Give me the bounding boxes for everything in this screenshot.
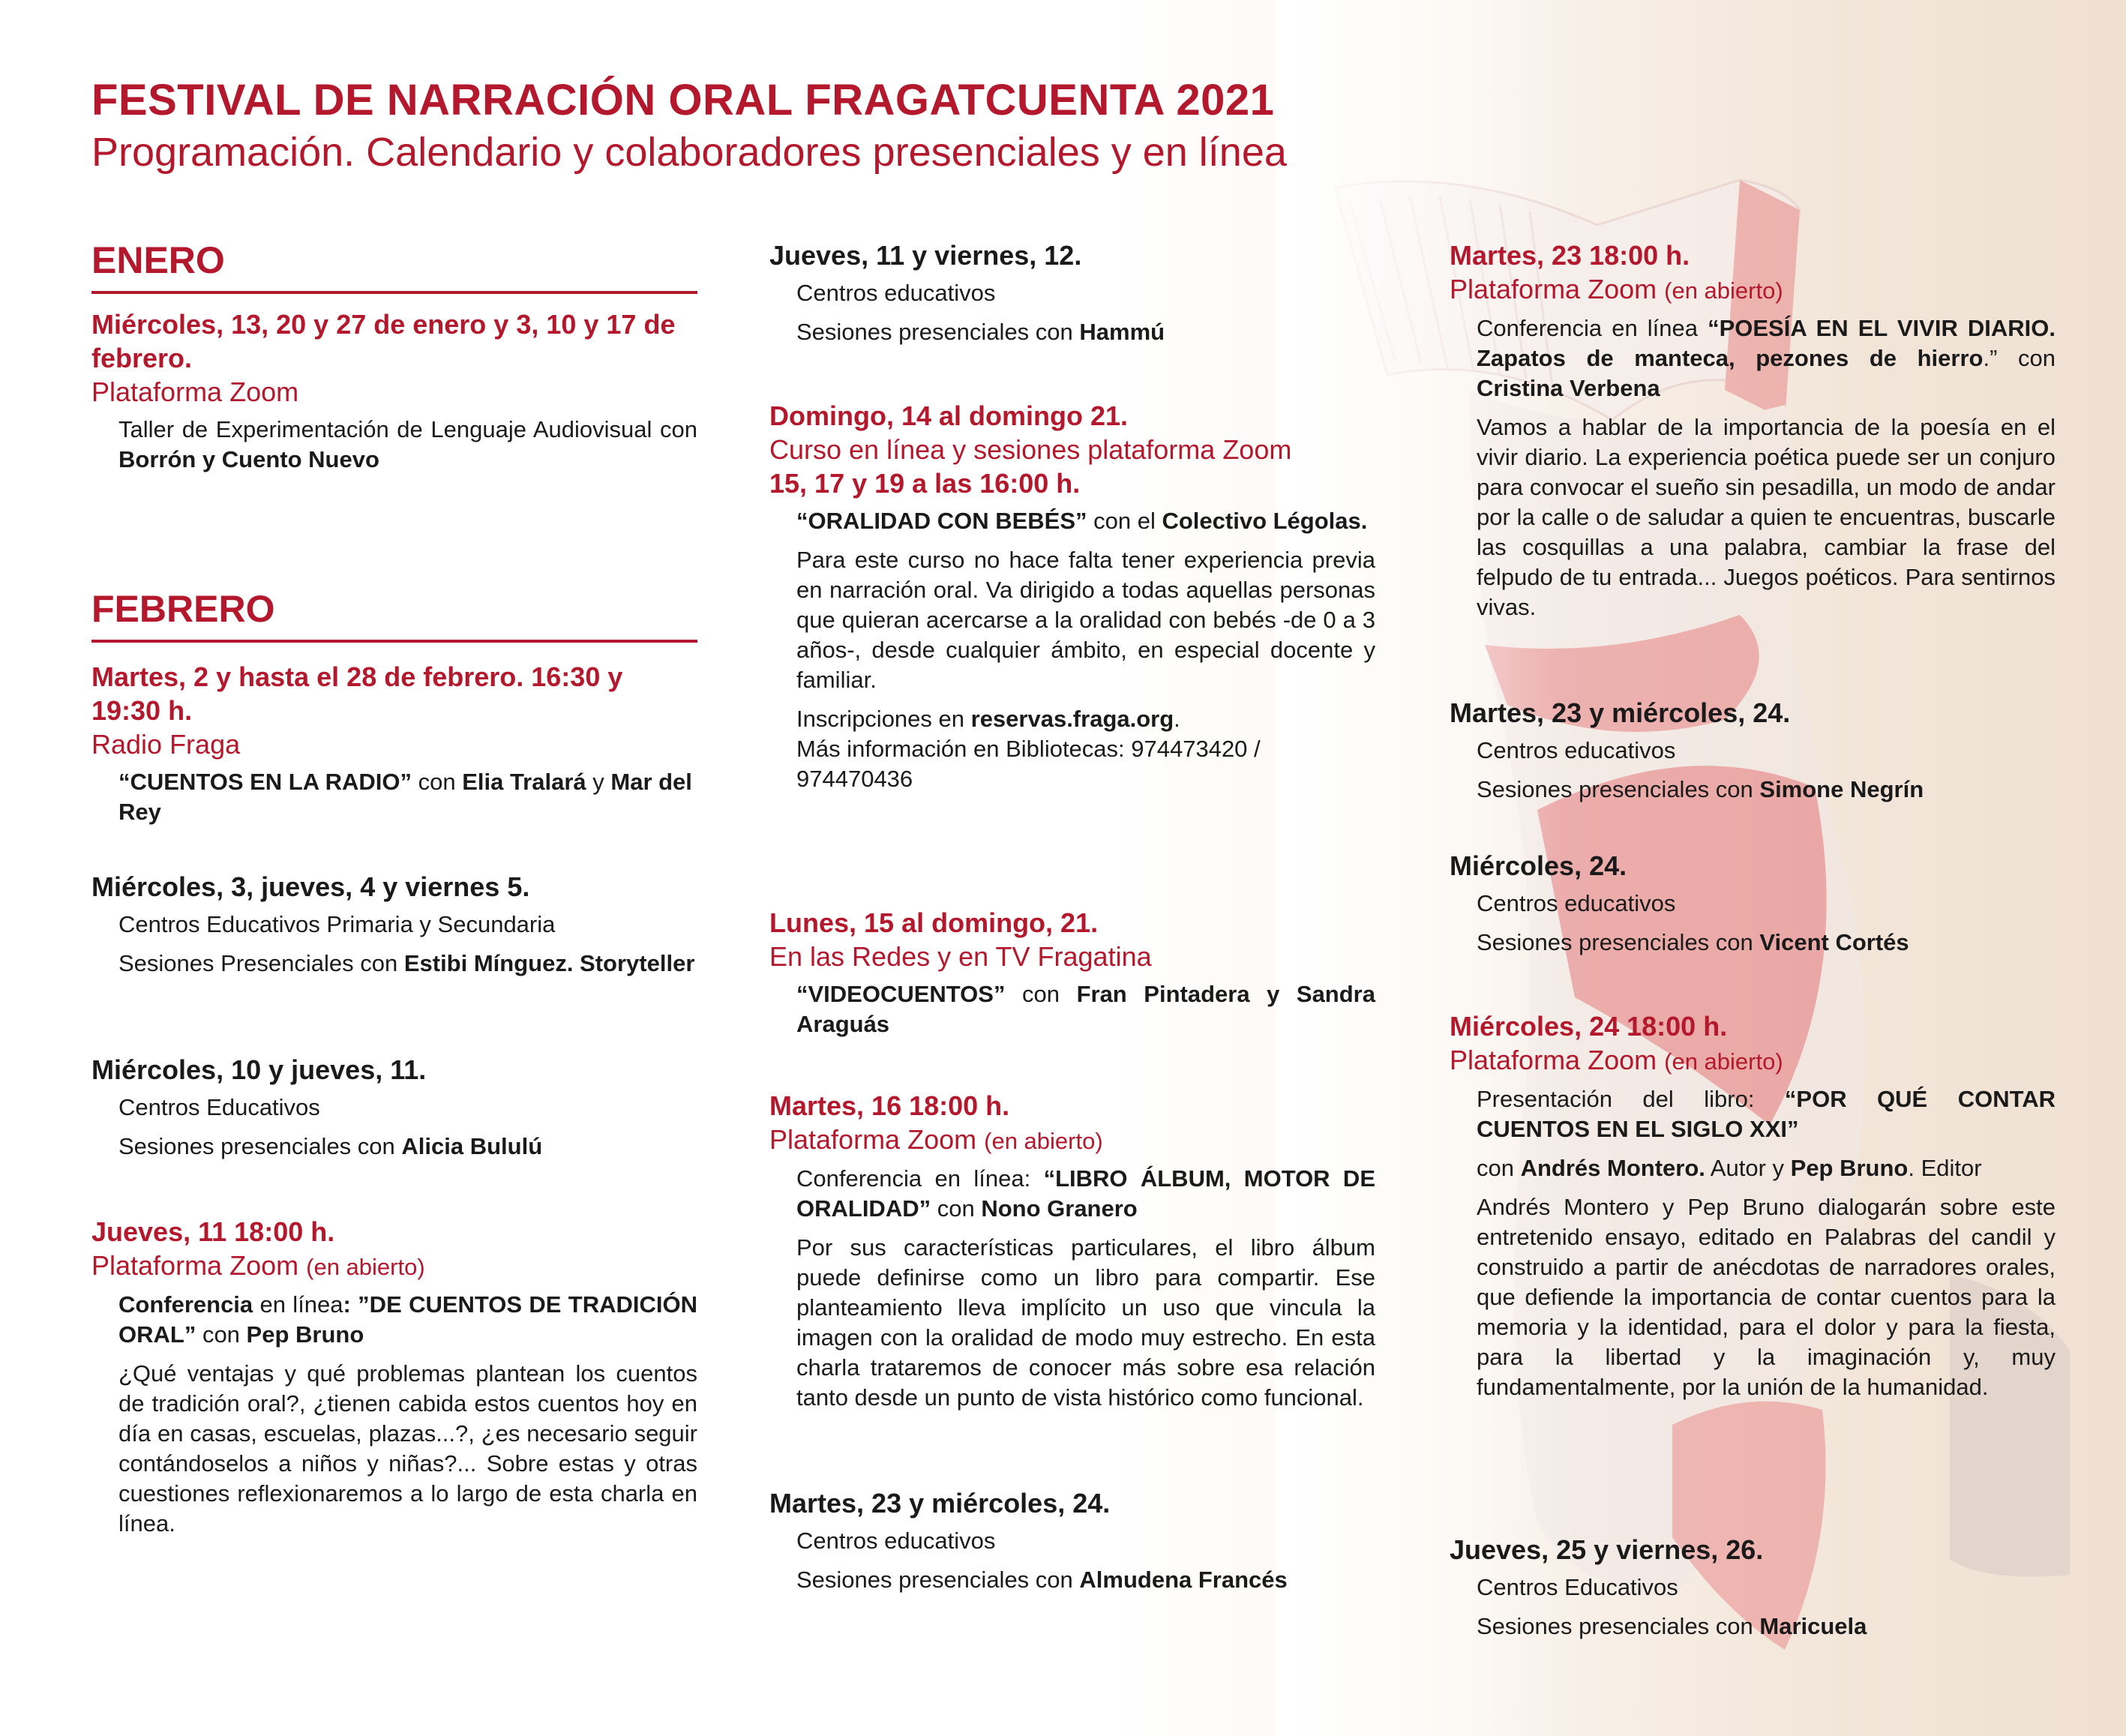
event-collaborator: Estibi Mínguez. Storyteller xyxy=(403,950,695,976)
event-collaborator: Mar del Rey xyxy=(118,769,692,825)
event-almudena xyxy=(769,1486,1375,1595)
event-collaborator: Alicia Bululú xyxy=(401,1133,543,1159)
event-place-line: Centros educativos xyxy=(1477,737,1676,763)
event-date: Jueves, 11 y viernes, 12. xyxy=(769,240,1082,271)
event-place-line: Centros Educativos xyxy=(1477,1574,1678,1600)
event-place: Plataforma Zoom (en abierto) xyxy=(1450,274,1783,304)
event-description: Presentación del libro: “POR QUÉ CONTAR CUENTOS EN EL SIGLO XXI” xyxy=(1477,1086,2056,1142)
event-place-line: Centros Educativos Primaria y Secundaria xyxy=(118,911,556,937)
event-long-description: Por sus características particulares, el libro álbum puede definirse como un libro para compartir. Ese planteamiento lleva implícito un uso que vincula la imagen con la oralidad de modo muy estrecho. En esta charla trataremos de conocer más sobre esa relación tanto desde un punto de vista histórico como funcional. xyxy=(796,1234,1375,1411)
event-registration: Inscripciones en reservas.fraga.org. Más información en Bibliotecas: 974473420 / 974470436 xyxy=(796,706,1261,792)
event-long-description: Vamos a hablar de la importancia de la poesía en el vivir diario. La experiencia poética puede ser un conjuro para convocar el sueño sin pesadilla, un modo de andar por la calle o de saludar a quien te encuentras, buscarle las cosquillas a una palabra, cambiar la frase del felpudo de tu entrada... Juegos poéticos. Para sentirnos vivas. xyxy=(1477,414,2056,620)
event-long-description: Andrés Montero y Pep Bruno dialogarán sobre este entretenido ensayo, editado en Palabras del candil y construido a partir de anécdotas de narradores orales, que defiende la importancia de contar cuentos para la memoria y la identidad, para el dolor y para la fiesta, para la libertad y la imaginación y, muy fundamentalmente, por la unión de la humanidad. xyxy=(1477,1194,2056,1400)
event-description: Sesiones presenciales con Vicent Cortés xyxy=(1477,929,1909,955)
event-long-description: Para este curso no hace falta tener experiencia previa en narración oral. Va dirigido a todas aquellas personas que quieran acercarse a la oralidad con bebés -de 0 a 3 años-, desde cualquier ámbito, en especial docente y familiar. xyxy=(796,547,1375,693)
event-date: Miércoles, 3, jueves, 4 y viernes 5. xyxy=(91,871,530,902)
event-place: Plataforma Zoom xyxy=(91,376,299,407)
event-description: “ORALIDAD CON BEBÉS” con el Colectivo Légolas. xyxy=(796,508,1368,534)
event-place: Plataforma Zoom (en abierto) xyxy=(769,1124,1103,1155)
event-description: Conferencia en línea: “LIBRO ÁLBUM, MOTOR DE ORALIDAD” con Nono Granero xyxy=(796,1165,1375,1222)
registration-link[interactable]: reservas.fraga.org xyxy=(970,706,1174,732)
event-place-line: Centros educativos xyxy=(796,280,996,306)
event-title: “POESÍA EN EL VIVIR DIARIO. Zapatos de manteca, pezones de hierro xyxy=(1477,315,2056,371)
page-title: FESTIVAL DE NARRACIÓN ORAL FRAGATCUENTA 2021 xyxy=(91,76,1275,124)
event-collaborator: Andrés Montero. xyxy=(1520,1155,1705,1181)
event-place: Plataforma Zoom (en abierto) xyxy=(1450,1045,1783,1075)
event-collaborator: Elia Tralará xyxy=(462,769,586,795)
event-collaborator: Pep Bruno xyxy=(246,1321,364,1348)
event-description: “VIDEOCUENTOS” con Fran Pintadera y Sandra Araguás xyxy=(796,981,1375,1037)
event-por-que-contar xyxy=(1450,1009,2056,1402)
event-collaborator: Vicent Cortés xyxy=(1759,929,1909,955)
event-date: Martes, 2 y hasta el 28 de febrero. 16:30 y 19:30 h. xyxy=(91,661,623,726)
event-vicent xyxy=(1450,849,2056,958)
event-taller-audiovisual xyxy=(91,307,697,475)
event-date: Miércoles, 13, 20 y 27 de enero y 3, 10 y 17 de febrero. xyxy=(91,309,676,373)
event-collaborator: Fran Pintadera y Sandra Araguás xyxy=(796,981,1375,1037)
info-phones: Más información en Bibliotecas: 974473420 / 974470436 xyxy=(796,736,1261,792)
event-description xyxy=(91,415,697,475)
event-collaborator: Colectivo Légolas. xyxy=(1162,508,1368,534)
event-cuentos-tradicion xyxy=(91,1215,697,1539)
event-description: Sesiones presenciales con Alicia Bululú xyxy=(118,1133,543,1159)
event-place-line: Centros educativos xyxy=(1477,890,1676,916)
event-place-line: Centros Educativos xyxy=(118,1094,320,1120)
event-date: Jueves, 25 y viernes, 26. xyxy=(1450,1534,1764,1565)
event-description: Sesiones presenciales con Hammú xyxy=(796,319,1165,345)
event-authors: con Andrés Montero. Autor y Pep Bruno. Editor xyxy=(1477,1155,1982,1181)
event-poesia xyxy=(1450,238,2056,622)
event-title: “POR QUÉ CONTAR CUENTOS EN EL SIGLO XXI” xyxy=(1477,1086,2056,1142)
event-collaborator: Almudena Francés xyxy=(1079,1567,1288,1593)
event-collaborator: Pep Bruno xyxy=(1790,1155,1909,1181)
event-place: Plataforma Zoom (en abierto) xyxy=(91,1250,425,1281)
event-title: “LIBRO ÁLBUM, MOTOR DE ORALIDAD” xyxy=(796,1165,1375,1222)
event-date: Martes, 23 y miércoles, 24. xyxy=(769,1488,1111,1519)
event-title: : ”DE CUENTOS DE TRADICIÓN ORAL” xyxy=(118,1291,697,1348)
event-collaborator: Nono Granero xyxy=(981,1195,1138,1222)
event-description: Conferencia en línea: ”DE CUENTOS DE TRADICIÓN ORAL” con Pep Bruno xyxy=(118,1291,697,1348)
event-estibi xyxy=(91,870,697,979)
event-description: “CUENTOS EN LA RADIO” con Elia Tralará y Mar del Rey xyxy=(118,769,692,825)
event-description: Conferencia en línea “POESÍA EN EL VIVIR DIARIO. Zapatos de manteca, pezones de hierro.” con Cristina Verbena xyxy=(1477,315,2056,401)
event-time: 15, 17 y 19 a las 16:00 h. xyxy=(769,468,1081,499)
event-title: “CUENTOS EN LA RADIO” xyxy=(118,769,412,795)
event-cuentos-radio xyxy=(91,660,697,827)
event-place-line: Centros educativos xyxy=(796,1528,996,1554)
event-oralidad-bebes xyxy=(769,399,1375,794)
event-text: Taller de Experimentación de Lenguaje Audiovisual con xyxy=(118,416,697,442)
event-date: Miércoles, 10 y jueves, 11. xyxy=(91,1054,427,1085)
event-title: “ORALIDAD CON BEBÉS” xyxy=(796,508,1087,534)
event-videocuentos xyxy=(769,906,1375,1039)
event-simone xyxy=(1450,696,2056,805)
event-collaborator: Borrón y Cuento Nuevo xyxy=(118,446,379,472)
event-collaborator: Hammú xyxy=(1079,319,1165,345)
event-date: Miércoles, 24. xyxy=(1450,850,1627,881)
month-heading-febrero: FEBRERO xyxy=(91,587,697,643)
event-alicia xyxy=(91,1053,697,1162)
event-collaborator: Maricuela xyxy=(1759,1613,1867,1639)
event-place: Radio Fraga xyxy=(91,729,241,760)
event-date: Miércoles, 24 18:00 h. xyxy=(1450,1011,1728,1042)
event-place: En las Redes y en TV Fragatina xyxy=(769,941,1152,972)
event-date: Lunes, 15 al domingo, 21. xyxy=(769,907,1099,938)
event-date: Jueves, 11 18:00 h. xyxy=(91,1216,335,1247)
event-title: “VIDEOCUENTOS” xyxy=(796,981,1006,1007)
event-collaborator: Simone Negrín xyxy=(1759,776,1924,802)
event-maricuela xyxy=(1450,1533,2056,1642)
event-date: Martes, 23 18:00 h. xyxy=(1450,240,1690,271)
page-subtitle: Programación. Calendario y colaboradores presenciales y en línea xyxy=(91,130,1287,175)
event-description: Sesiones presenciales con Maricuela xyxy=(1477,1613,1867,1639)
event-collaborator: Cristina Verbena xyxy=(1477,375,1660,401)
event-long-description: ¿Qué ventajas y qué problemas plantean los cuentos de tradición oral?, ¿tienen cabida estos cuentos hoy en día en casas, escuelas, plazas...?, ¿es necesario seguir contándoselos a niños y niñas?... Sobre estas y otras cuestiones reflexionaremos a lo largo de esta charla en línea. xyxy=(118,1360,697,1537)
event-place: Curso en línea y sesiones plataforma Zoom xyxy=(769,434,1292,465)
event-description: Sesiones Presenciales con Estibi Mínguez. Storyteller xyxy=(118,950,695,976)
event-libro-album xyxy=(769,1089,1375,1413)
event-date: Martes, 23 y miércoles, 24. xyxy=(1450,697,1791,728)
month-heading-enero: ENERO xyxy=(91,238,697,294)
event-date: Martes, 16 18:00 h. xyxy=(769,1090,1010,1121)
event-date: Domingo, 14 al domingo 21. xyxy=(769,400,1129,431)
event-description: Sesiones presenciales con Almudena Francés xyxy=(796,1567,1288,1593)
event-description: Sesiones presenciales con Simone Negrín xyxy=(1477,776,1924,802)
event-hammu xyxy=(769,238,1375,347)
